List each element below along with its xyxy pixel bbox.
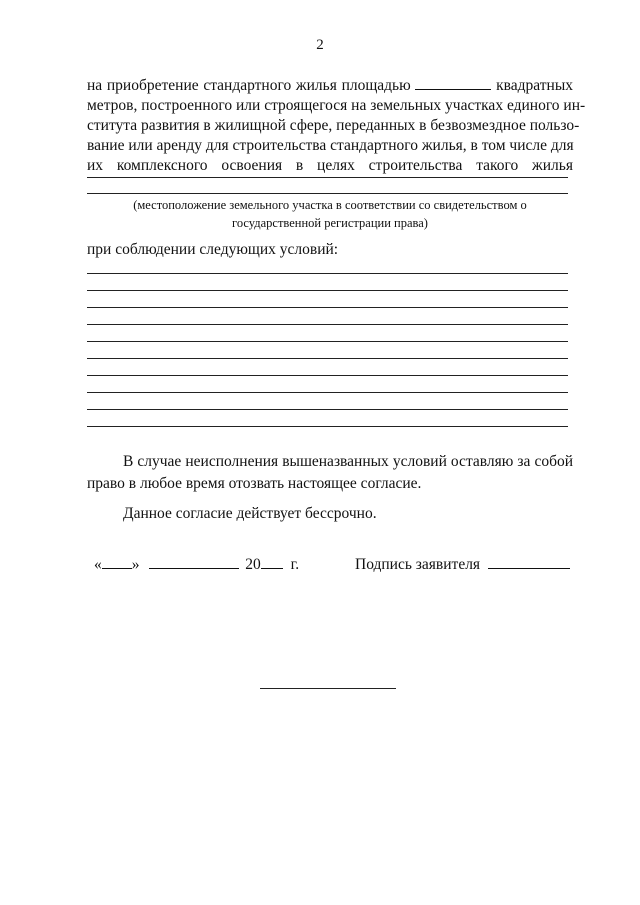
location-line-1[interactable]: [87, 177, 568, 178]
conditions-label: при соблюдении следующих условий:: [87, 241, 339, 258]
validity-statement: Данное согласие действует бессрочно.: [123, 505, 377, 522]
intro-line-2: метров, построенного или строящегося на земельных участках единого ин-: [87, 97, 586, 114]
location-caption: (местоположение земельного участка в соответствии со свидетельством о государственной регистрации права): [133, 198, 527, 230]
condition-line[interactable]: [87, 290, 568, 291]
intro-line-1: на приобретение стандартного жилья площадью квадратных: [87, 77, 574, 94]
signature-label: Подпись заявителя: [355, 556, 481, 573]
condition-line[interactable]: [87, 409, 568, 410]
intro-line-3: ститута развития в жилищной сфере, переданных в безвозмездное пользо-: [87, 117, 580, 134]
condition-line[interactable]: [87, 392, 568, 393]
condition-line[interactable]: [87, 324, 568, 325]
year-blank[interactable]: [261, 555, 283, 569]
date-field: « » 20 г.: [94, 556, 300, 573]
intro-line-4: вание или аренду для строительства стандартного жилья, в том числе для: [87, 137, 574, 154]
area-blank[interactable]: [415, 76, 491, 90]
intro-line-5: их комплексного освоения в целях строительства такого жилья: [87, 157, 573, 174]
condition-line[interactable]: [87, 358, 568, 359]
condition-line[interactable]: [87, 341, 568, 342]
signature-blank[interactable]: [488, 555, 570, 569]
bottom-divider: [260, 688, 396, 689]
signature-field: [355, 555, 570, 574]
condition-line[interactable]: [87, 375, 568, 376]
month-blank[interactable]: [149, 555, 239, 569]
condition-line[interactable]: [87, 273, 568, 274]
condition-line[interactable]: [87, 307, 568, 308]
day-blank[interactable]: [102, 555, 132, 569]
revocation-paragraph: В случае неисполнения вышеназванных условий оставляю за собой право в любое время отозвать настоящее согласие.: [87, 453, 573, 492]
intro-paragraph: [87, 76, 586, 176]
condition-line[interactable]: [87, 426, 568, 427]
location-line-2[interactable]: [87, 193, 568, 194]
page-number: 2: [316, 37, 324, 53]
